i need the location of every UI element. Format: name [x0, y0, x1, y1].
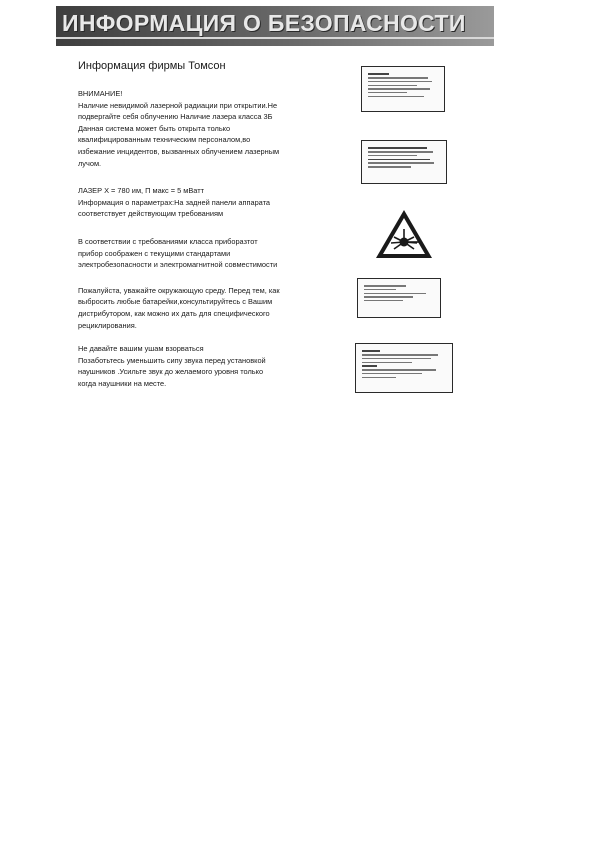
- environment-line: рециклирования.: [78, 320, 137, 330]
- warning-block: [78, 88, 310, 169]
- environment-block: [78, 285, 310, 331]
- laser-warning-label-image-1: [361, 66, 445, 112]
- warning-line: лучом.: [78, 158, 102, 168]
- laser-block: [78, 185, 310, 220]
- class-line: В соответствии с требованиями класса приборазтот: [78, 236, 258, 246]
- laser-class-label-image: [357, 278, 441, 318]
- hearing-line: Позаботьтесь уменьшить сипу звука перед установкой: [78, 355, 266, 365]
- warning-line: квалифицированным техническим персоналом,во: [78, 135, 251, 145]
- laser-line: Информация о параметрах:На задней панели аппарата: [78, 197, 271, 207]
- environment-line: Пожалуйста, уважайте окружающую среду. Перед тем, как: [78, 285, 280, 295]
- hearing-line: когда наушники на месте.: [78, 378, 167, 388]
- hearing-line: Не давайте вашим ушам взорваться: [78, 344, 204, 354]
- page-title: ИНФОРМАЦИЯ О БЕЗОПАСНОСТИ: [62, 10, 466, 36]
- laser-warning-triangle-icon: [373, 207, 435, 261]
- header-bar: [56, 6, 494, 46]
- environment-line: выбросить любые батарейки,консультируйтесь с Вашим: [78, 297, 273, 307]
- laser-line: соответствует действующим требованиям: [78, 209, 224, 219]
- warning-line: Данная система может быть открыта только: [78, 123, 231, 133]
- main-content: [78, 60, 310, 401]
- laser-warning-label-image-3: [355, 343, 453, 393]
- hearing-block: [78, 343, 310, 389]
- class-line: электробезопасности и электромагнитной совместимости: [78, 260, 278, 270]
- environment-line: дистрибутором, как можно их дать для специфического: [78, 308, 270, 318]
- hearing-line: наушников .Усильте звук до желаемого уровня только: [78, 367, 264, 377]
- warning-line: ВНИМАНИЕ!: [78, 89, 123, 98]
- header-divider: [56, 37, 494, 39]
- company-title: Информация фирмы Томсон: [78, 60, 226, 72]
- class-line: прибор соображен с текущими стандартами: [78, 248, 231, 258]
- warning-line: избежание инцидентов, вызванных облучением лазерным: [78, 146, 280, 156]
- laser-line: ЛАЗЕР X = 780 им, П макс = 5 мВатт: [78, 186, 205, 196]
- warning-line: подвергайте себя облучению Наличие лазера класса 3Б: [78, 112, 273, 122]
- warning-line: Наличие невидимой лазерной радиации при открытии.Не: [78, 100, 278, 110]
- laser-warning-label-image-2: [361, 140, 447, 184]
- class-block: [78, 236, 310, 271]
